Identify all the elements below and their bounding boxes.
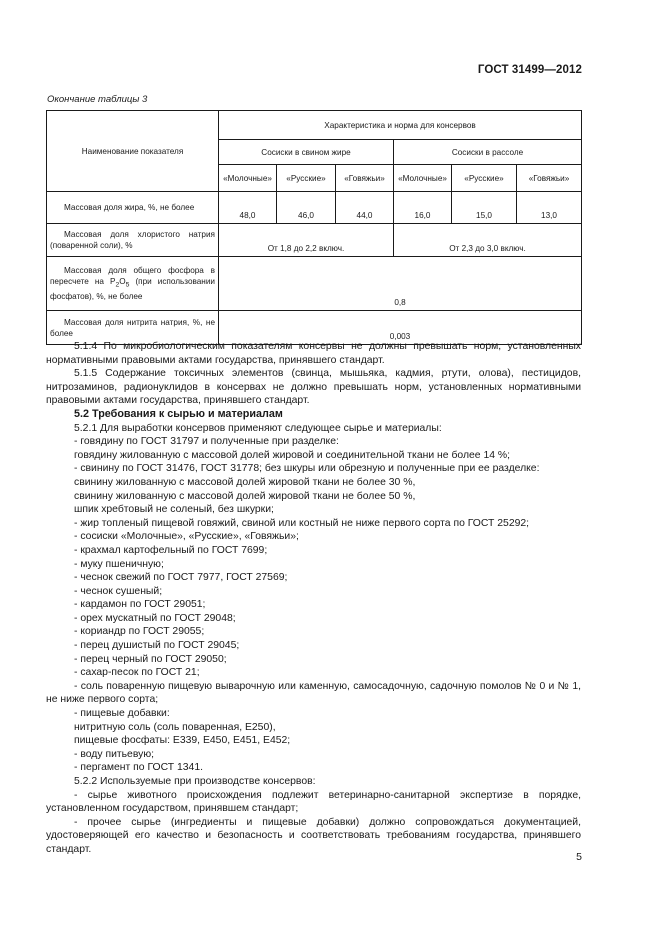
list-item: говядину жилованную с массовой долей жировой и соединительной ткани не более 14 %;: [74, 449, 511, 461]
list-item: пищевые фосфаты: Е339, Е450, Е451, Е452;: [74, 735, 291, 747]
specification-table: [46, 110, 582, 345]
table-cell: 15,0: [452, 192, 517, 224]
section-heading-5-2: 5.2 Требования к сырью и материалам: [74, 407, 283, 420]
list-item: - говядину по ГОСТ 31797 и полученные при разделке:: [74, 436, 339, 448]
table-cell: 0,003: [219, 311, 582, 345]
row-name: Массовая доля хлористого натрия (поваренной соли), %: [47, 224, 219, 257]
list-item: - муку пшеничную;: [74, 558, 164, 570]
list-item: свинину жилованную с массовой долей жировой ткани не более 50 %,: [74, 490, 416, 502]
standard-header: ГОСТ 31499—2012: [477, 64, 582, 76]
row-name: Массовая доля нитрита натрия, %, не более: [47, 311, 219, 345]
list-item: - кардамон по ГОСТ 29051;: [74, 599, 206, 611]
sub-header: «Говяжьи»: [517, 165, 582, 192]
table-cell: 48,0: [219, 192, 277, 224]
sub-header: «Молочные»: [394, 165, 452, 192]
group-header-brine: Сосиски в рассоле: [394, 140, 582, 165]
list-item: - орех мускатный по ГОСТ 29048;: [74, 612, 236, 624]
paragraph-5-2-1: 5.2.1 Для выработки консервов применяют следующее сырье и материалы:: [74, 422, 442, 434]
list-item: - чеснок свежий по ГОСТ 7977, ГОСТ 27569;: [74, 572, 288, 584]
table-cell: 44,0: [336, 192, 394, 224]
list-item: - перец душистый по ГОСТ 29045;: [74, 640, 240, 652]
list-item: - чеснок сушеный;: [74, 585, 163, 597]
paragraph-5-1-5: 5.1.5 Содержание токсичных элементов (свинца, мышьяка, кадмия, ртути, олова), пестицидов, нитрозаминов, радионуклидов в консервах не должно превышать норм, установленных нормативными правовыми актами государства, принявшего стандарт.: [46, 368, 581, 407]
table-row: [47, 192, 582, 224]
sub-header: «Молочные»: [219, 165, 277, 192]
table-cell: 46,0: [277, 192, 336, 224]
table-cell: От 2,3 до 3,0 включ.: [394, 224, 582, 257]
page-number: 5: [576, 851, 582, 863]
list-item: 5.2.2 Используемые при производстве консервов:: [74, 776, 316, 787]
paragraph-5-2-2-b: - прочее сырье (ингредиенты и пищевые добавки) должно сопровождаться документацией, удостоверяющей его качество и безопасность и соответствовать требованиям государства, принявшего стандарт.: [46, 816, 581, 855]
col-header-characteristic: Характеристика и норма для консервов: [219, 111, 582, 140]
group-header-fat: Сосиски в свином жире: [219, 140, 394, 165]
list-item: - кориандр по ГОСТ 29055;: [74, 626, 205, 638]
table-row: [47, 224, 582, 257]
table-cell: 13,0: [517, 192, 582, 224]
materials-list-continued: [46, 707, 581, 789]
list-item: нитритную соль (соль поваренная, Е250),: [74, 721, 276, 733]
list-item: свинину жилованную с массовой долей жировой ткани не более 30 %,: [74, 476, 416, 488]
paragraph-5-1-4: 5.1.4 По микробиологическим показателям консервы не должны превышать норм, установленных нормативными правовыми актами государства, принявшего стандарт.: [46, 341, 581, 366]
paragraph-5-2-2-a: - сырье животного происхождения подлежит ветеринарно-санитарной экспертизе в порядке, установленном государством, принявшем стандарт;: [46, 789, 581, 815]
col-header-indicator: Наименование показателя: [47, 111, 219, 192]
row-name: Массовая доля жира, %, не более: [47, 192, 219, 224]
table-cell: От 1,8 до 2,2 включ.: [219, 224, 394, 257]
table-row: [47, 257, 582, 311]
sub-header: «Русские»: [452, 165, 517, 192]
list-item: - пергамент по ГОСТ 1341.: [74, 762, 203, 774]
list-item: - свинину по ГОСТ 31476, ГОСТ 31778; без шкуры или обрезную и полученные при ее разделке:: [74, 463, 540, 475]
list-item-salt: - соль поваренную пищевую выварочную или каменную, самосадочную, садочную помолов № 0 и № 1, не ниже первого сорта;: [46, 680, 581, 706]
list-item: - перец черный по ГОСТ 29050;: [74, 653, 227, 665]
materials-list: [46, 435, 581, 680]
table-caption: Окончание таблицы 3: [47, 94, 148, 105]
body-text: [46, 340, 581, 857]
list-item: - сахар-песок по ГОСТ 21;: [74, 667, 200, 679]
sub-header: «Русские»: [277, 165, 336, 192]
list-item: - сосиски «Молочные», «Русские», «Говяжьи»;: [74, 531, 299, 543]
list-item: - крахмал картофельный по ГОСТ 7699;: [74, 544, 268, 556]
list-item: - пищевые добавки:: [74, 708, 170, 720]
sub-header: «Говяжьи»: [336, 165, 394, 192]
list-item: шпик хребтовый не соленый, без шкурки;: [74, 504, 274, 516]
list-item: - жир топленый пищевой говяжий, свиной или костный не ниже первого сорта по ГОСТ 25292;: [74, 517, 530, 529]
row-name: Массовая доля общего фосфора в пересчете на $P_2O_5$ (при использовании фосфатов), %, не более: [47, 257, 219, 311]
table-cell: 0,8: [219, 257, 582, 311]
table-cell: 16,0: [394, 192, 452, 224]
list-item: - воду питьевую;: [74, 748, 154, 760]
